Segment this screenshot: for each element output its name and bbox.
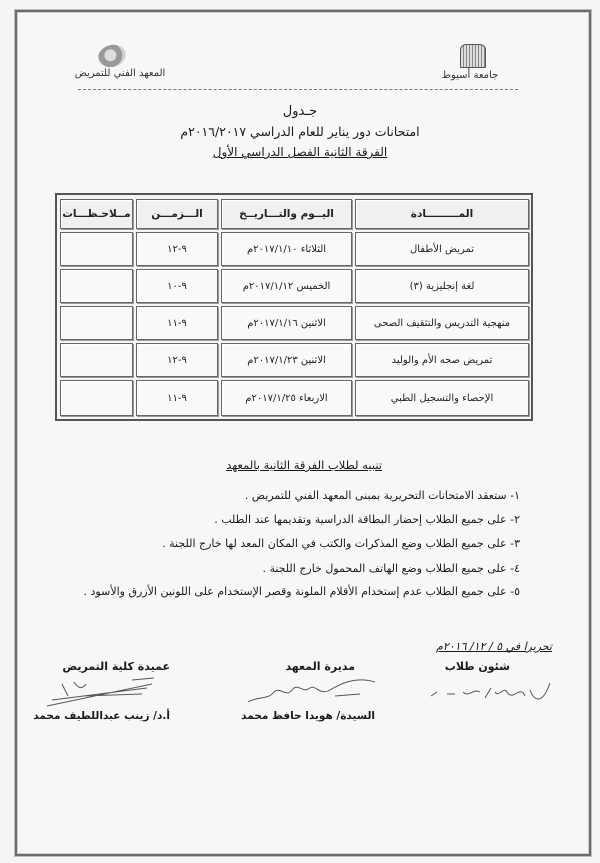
table-row-4-subject: تمريض صحه الأم والوليد (355, 343, 529, 377)
table-row-4-day-date: الاثنين ٢٠١٧/١/٢٣م (221, 343, 352, 377)
table-row-3-day-date: الاثنين ٢٠١٧/١/١٦م (221, 306, 352, 340)
table-row-1-time: ٩-١٢ (136, 232, 218, 266)
signatory-dean-title: عميدة كلية التمريض (62, 660, 170, 673)
column-header-day-date: اليــوم والتـــاريــخ (221, 199, 352, 229)
signature-student-affairs (425, 678, 555, 708)
table-row-5-notes (60, 380, 133, 416)
signatory-institute-director-name: السيدة/ هويدا حافظ محمد (241, 710, 375, 722)
column-header-notes: مــلاحـظـــات (60, 199, 133, 229)
table-row-2-time: ٩-١٠ (136, 269, 218, 303)
signature-institute-director (240, 674, 380, 706)
table-row-2-subject: لغة إنجليزية (٣) (355, 269, 529, 303)
table-row-4-notes (60, 343, 133, 377)
university-name: جامعة أسيوط (441, 70, 499, 81)
table-row-2-day-date: الخميس ٢٠١٧/١/١٢م (221, 269, 352, 303)
notice-item-5: ٥- على جميع الطلاب عدم إستخدام الأقلام الملونة وقصر الإستخدام على اللونين الأزرق والأسود . (83, 585, 520, 598)
table-row-5-subject: الإحصاء والتسجيل الطبي (355, 380, 529, 416)
university-crest-icon (460, 44, 486, 68)
notice-item-2: ٢- على جميع الطلاب إحضار البطاقة الدراسية وتقديمها عند الطلب . (214, 513, 520, 526)
signatory-institute-director-title: مديرة المعهد (285, 660, 355, 673)
table-row-2-notes (60, 269, 133, 303)
header-divider (78, 89, 518, 90)
table-row-4-time: ٩-١٢ (136, 343, 218, 377)
notice-title: تنبيه لطلاب الفرقة الثانية بالمعهد (226, 458, 382, 472)
signature-dean (42, 676, 162, 708)
notice-item-3: ٣- على جميع الطلاب وضع المذكرات والكتب في المكان المعد لها خارج اللجنة . (162, 537, 520, 550)
table-row-1-day-date: الثلاثاء ٢٠١٧/١/١٠م (221, 232, 352, 266)
notice-item-1: ١- ستعقد الامتحانات التحريرية بمبنى المعهد الفني للتمريض . (244, 489, 520, 502)
document-subtitle: امتحانات دور يناير للعام الدراسي ٢٠١٦/٢٠١٧م (180, 124, 420, 139)
column-header-subject: المـــــــــادة (355, 199, 529, 229)
signatory-dean-name: أ.د/ زينب عبداللطيف محمد (33, 710, 170, 722)
signatory-student-affairs-title: شئون طلاب (444, 660, 510, 673)
document-title: جـدول (282, 104, 318, 119)
table-row-3-time: ٩-١١ (136, 306, 218, 340)
exam-schedule-table (55, 193, 533, 421)
table-row-5-time: ٩-١١ (136, 380, 218, 416)
institute-name: المعهد الفني للتمريض (74, 68, 166, 79)
column-header-time: الـــزمـــن (136, 199, 218, 229)
notice-item-4: ٤- على جميع الطلاب وضع الهاتف المحمول خارج اللجنة . (262, 562, 520, 575)
table-row-5-day-date: الاربعاء ٢٠١٧/١/٢٥م (221, 380, 352, 416)
table-row-1-notes (60, 232, 133, 266)
table-row-3-notes (60, 306, 133, 340)
section-title: الفرقة الثانية الفصل الدراسي الأول (212, 145, 388, 159)
issue-date: تحريرا في ٥ / ١٢/ ٢٠١٦م (436, 640, 552, 653)
table-row-1-subject: تمريض الأطفال (355, 232, 529, 266)
table-row-3-subject: منهجية التدريس والتثقيف الصحى (355, 306, 529, 340)
